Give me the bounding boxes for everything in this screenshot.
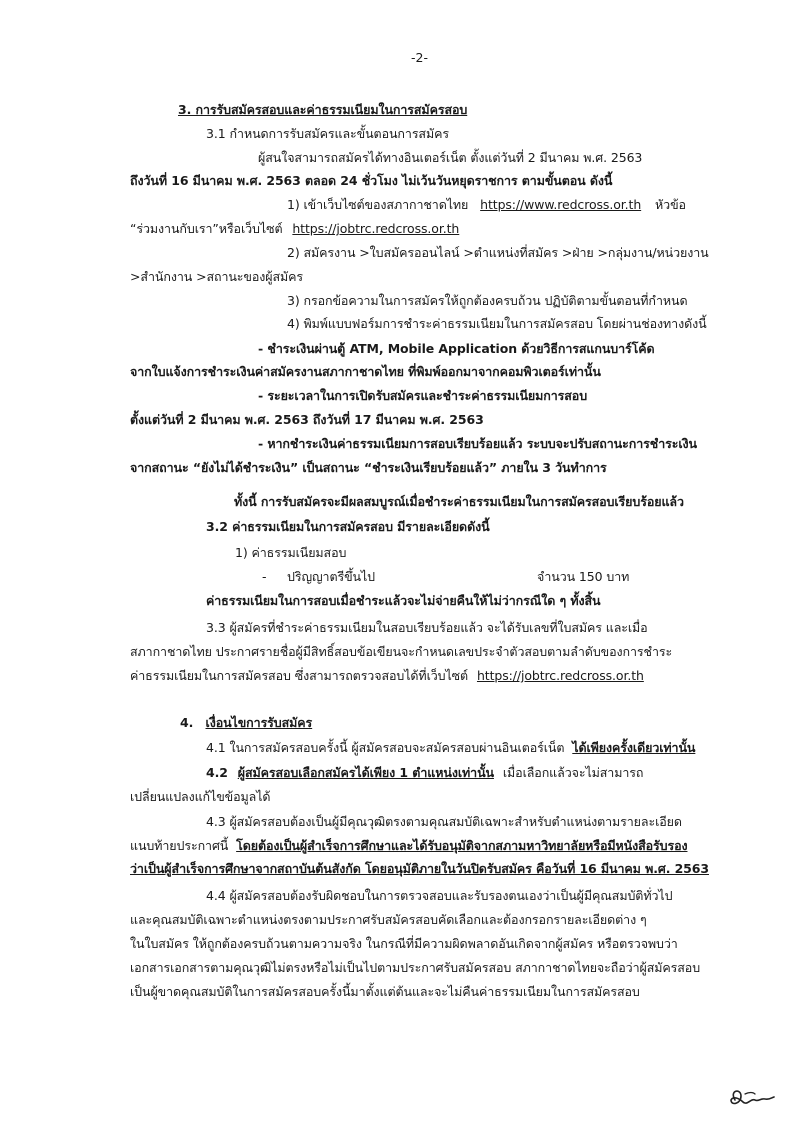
step-1-line-1	[287, 197, 686, 213]
period-line-1: - ระยะเวลาในการเปิดรับสมัครและชำระค่าธรรมเนียมการสอบ	[258, 388, 588, 403]
section-4-title: เงื่อนไขการรับสมัคร	[205, 715, 313, 730]
signature-initials-icon	[725, 1086, 777, 1112]
section-3-2-title: 3.2 ค่าธรรมเนียมในการสมัครสอบ มีรายละเอียดดังนี้	[206, 519, 490, 534]
section-3-1-title: 3.1 กำหนดการรับสมัครและขั้นตอนการสมัคร	[206, 126, 449, 141]
apply-intro-line-2: ถึงวันที่ 16 มีนาคม พ.ศ. 2563 ตลอด 24 ชั่วโมง ไม่เว้นวันหยุดราชการ ตามขั้นตอน ดังนี้	[130, 173, 613, 188]
fee-amount: จำนวน 150 บาท	[537, 569, 630, 584]
payment-line-2: จากใบแจ้งการชำระเงินค่าสมัครงานสภากาชาดไทย ที่พิมพ์ออกมาจากคอมพิวเตอร์เท่านั้น	[130, 364, 601, 379]
period-line-2: ตั้งแต่วันที่ 2 มีนาคม พ.ศ. 2563 ถึงวันที่ 17 มีนาคม พ.ศ. 2563	[130, 412, 484, 427]
section-4-2-emphasis: ผู้สมัครสอบเลือกสมัครได้เพียง 1 ตำแหน่งเท่านั้น	[237, 765, 494, 780]
fee-degree-label: ปริญญาตรีขึ้นไป	[287, 569, 376, 584]
section-4-2-line-1	[206, 765, 643, 781]
section-4-heading	[180, 715, 312, 731]
jobtrc-website-link[interactable]: https://jobtrc.redcross.or.th	[292, 221, 460, 236]
section-3-3-line-2: สภากาชาดไทย ประกาศรายชื่อผู้มีสิทธิ์สอบข้อเขียนจะกำหนดเลขประจำตัวสอบตามลำดับของการชำระ	[130, 644, 673, 659]
section-3-3-text: ค่าธรรมเนียมในการสมัครสอบ ซึ่งสามารถตรวจสอบได้ที่เว็บไซต์	[130, 668, 469, 683]
payment-line-1: - ชำระเงินผ่านตู้ ATM, Mobile Application ด้วยวิธีการสแกนบาร์โค้ด	[258, 341, 655, 356]
page-number: -2-	[411, 50, 428, 65]
step-1-careers-text: “ร่วมงานกับเรา”หรือเว็บไซต์	[130, 221, 283, 236]
step-1-text: 1) เข้าเว็บไซต์ของสภากาชาดไทย	[287, 197, 469, 212]
section-3-title: 3. การรับสมัครสอบและค่าธรรมเนียมในการสมัครสอบ	[178, 102, 468, 117]
section-4-number: 4.	[180, 715, 194, 730]
section-4-3-line-2	[130, 838, 687, 854]
section-4-1	[206, 740, 695, 756]
jobtrc-check-link[interactable]: https://jobtrc.redcross.or.th	[476, 668, 644, 683]
apply-intro-line-1: ผู้สนใจสามารถสมัครได้ทางอินเตอร์เน็ต ตั้งแต่วันที่ 2 มีนาคม พ.ศ. 2563	[258, 150, 643, 165]
step-1-line-2	[130, 221, 459, 237]
section-3-3-line-3	[130, 668, 644, 684]
step-2-line-1: 2) สมัครงาน >ใบสมัครออนไลน์ >ตำแหน่งที่สมัคร >ฝ่าย >กลุ่มงาน/หน่วยงาน	[287, 245, 709, 260]
section-4-4-line-1: 4.4 ผู้สมัครสอบต้องรับผิดชอบในการตรวจสอบและรับรองตนเองว่าเป็นผู้มีคุณสมบัติทั่วไป	[206, 888, 673, 903]
step-2-line-2: >สำนักงาน >สถานะของผู้สมัคร	[130, 269, 304, 284]
no-refund-note: ค่าธรรมเนียมในการสอบเมื่อชำระแล้วจะไม่จ่ายคืนให้ไม่ว่ากรณีใด ๆ ทั้งสิ้น	[206, 593, 601, 608]
section-4-4-line-2: และคุณสมบัติเฉพาะตำแหน่งตรงตามประกาศรับสมัครสอบคัดเลือกและต้องกรอกรายละเอียดต่าง ๆ	[130, 912, 647, 927]
fee-dash: -	[262, 569, 267, 584]
status-line-1: - หากชำระเงินค่าธรรมเนียมการสอบเรียบร้อยแล้ว ระบบจะปรับสถานะการชำระเงิน	[258, 436, 697, 451]
redcross-website-link[interactable]: https://www.redcross.or.th	[480, 197, 642, 212]
registration-complete-note: ทั้งนี้ การรับสมัครจะมีผลสมบูรณ์เมื่อชำระค่าธรรมเนียมในการสมัครสอบเรียบร้อยแล้ว	[234, 494, 684, 509]
section-4-4-line-4: เอกสารเอกสารตามคุณวุฒิไม่ตรงหรือไม่เป็นไปตามประกาศรับสมัครสอบ สภากาชาดไทยจะถือว่าผู้สมัครสอบ	[130, 960, 701, 975]
section-4-1-text: 4.1 ในการสมัครสอบครั้งนี้ ผู้สมัครสอบจะสมัครสอบผ่านอินเตอร์เน็ต	[206, 740, 565, 755]
section-4-3-text: แนบท้ายประกาศนี้	[130, 838, 229, 853]
section-4-1-emphasis: ได้เพียงครั้งเดียวเท่านั้น	[572, 740, 696, 755]
section-4-4-line-3: ในใบสมัคร ให้ถูกต้องครบถ้วนตามความจริง ในกรณีที่มีความผิดพลาดอันเกิดจากผู้สมัคร หรือตรวจพบว่า	[130, 936, 678, 951]
step-1-topic: หัวข้อ	[655, 197, 686, 212]
section-4-3-line-1: 4.3 ผู้สมัครสอบต้องเป็นผู้มีคุณวุฒิตรงตามคุณสมบัติเฉพาะสำหรับตำแหน่งตามรายละเอียด	[206, 814, 682, 829]
status-line-2: จากสถานะ “ยังไม่ได้ชำระเงิน” เป็นสถานะ “ชำระเงินเรียบร้อยแล้ว” ภายใน 3 วันทำการ	[130, 460, 607, 475]
section-4-3-emphasis-1: โดยต้องเป็นผู้สำเร็จการศึกษาและได้รับอนุมัติจากสภามหาวิทยาลัยหรือมีหนังสือรับรอง	[236, 838, 688, 853]
section-3-3-line-1: 3.3 ผู้สมัครที่ชำระค่าธรรมเนียมในสอบเรียบร้อยแล้ว จะได้รับเลขที่ใบสมัคร และเมื่อ	[206, 620, 648, 635]
section-4-3-emphasis-2: ว่าเป็นผู้สำเร็จการศึกษาจากสถาบันต้นสังกัด โดยอนุมัติภายในวันปิดรับสมัคร คือวันที่ 16 มีนาคม พ.ศ. 2563	[130, 861, 709, 876]
section-3-heading	[178, 102, 467, 118]
section-4-2-number: 4.2	[206, 765, 228, 780]
section-4-2-line-2: เปลี่ยนแปลงแก้ไขข้อมูลได้	[130, 789, 271, 804]
step-4: 4) พิมพ์แบบฟอร์มการชำระค่าธรรมเนียมในการสมัครสอบ โดยผ่านช่องทางดังนี้	[287, 316, 707, 331]
section-4-4-line-5: เป็นผู้ขาดคุณสมบัติในการสมัครสอบครั้งนี้มาตั้งแต่ต้นและจะไม่คืนค่าธรรมเนียมในการสมัครสอบ	[130, 984, 640, 999]
step-3: 3) กรอกข้อความในการสมัครให้ถูกต้องครบถ้วน ปฏิบัติตามขั้นตอนที่กำหนด	[287, 293, 688, 308]
fee-item: 1) ค่าธรรมเนียมสอบ	[235, 545, 347, 560]
section-4-2-text: เมื่อเลือกแล้วจะไม่สามารถ	[502, 765, 644, 780]
